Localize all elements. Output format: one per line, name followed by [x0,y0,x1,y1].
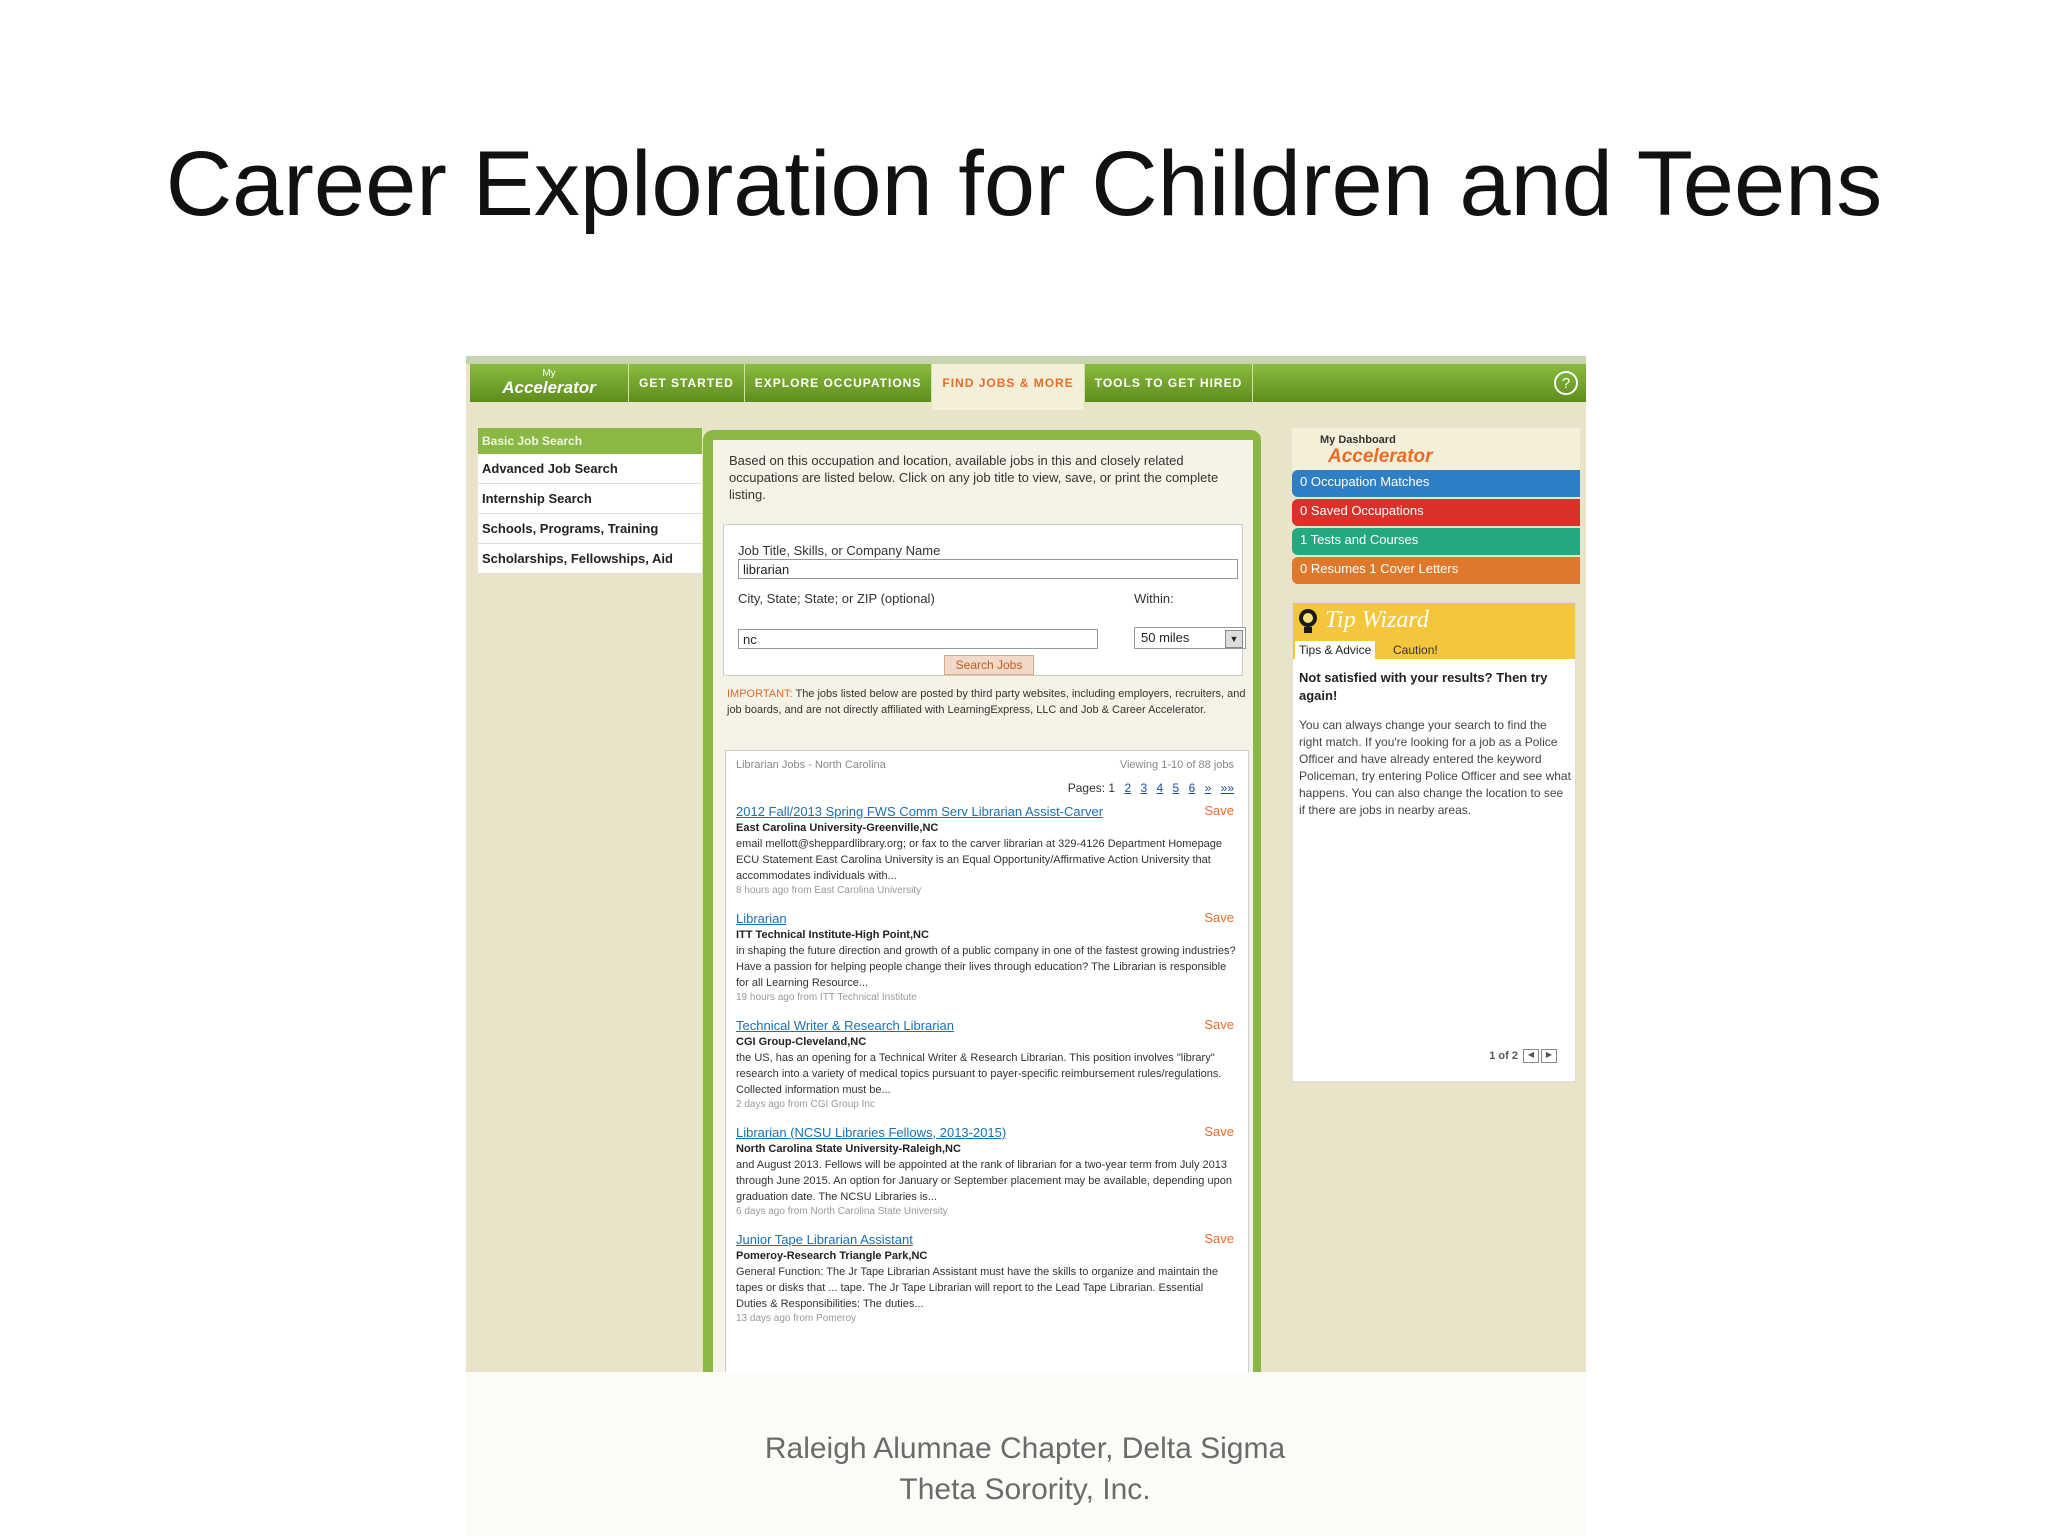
dashboard-occupation-matches[interactable]: 0 Occupation Matches [1292,470,1580,497]
job-company: East Carolina University-Greenville,NC [736,822,939,834]
search-intro: Based on this occupation and location, available jobs in this and closely related occupations are listed below. Click on any job title to view, save, or print the complete listing. [729,453,1219,502]
logo-name: Accelerator [502,378,596,397]
results-heading: Librarian Jobs - North Carolina [736,759,886,771]
slide-footer [740,1428,1310,1510]
tip-header [1293,603,1575,641]
job-title-link[interactable]: Librarian [736,911,787,926]
list-item [736,1124,1236,1217]
important-notice [727,686,1247,718]
app-screenshot [466,356,1586,1372]
prev-icon[interactable]: ◀ [1523,1049,1539,1063]
dashboard-logo: Accelerator [1328,446,1433,467]
results-count: Viewing 1-10 of 88 jobs [1119,759,1234,771]
within-select[interactable] [1134,627,1246,649]
job-title-link[interactable]: 2012 Fall/2013 Spring FWS Comm Serv Librarian Assist-Carver [736,804,1104,819]
logo-my: My [542,368,556,379]
job-meta: 13 days ago from Pomeroy [736,1313,857,1324]
page-link[interactable]: 3 [1140,781,1148,795]
tab-tips-advice[interactable]: Tips & Advice [1295,641,1375,659]
sidebar-item-basic-job-search[interactable]: Basic Job Search [478,428,702,454]
main-panel [703,430,1261,1372]
tip-page-count: 1 of 2 [1489,1049,1518,1062]
footer-line-2: Theta Sorority, Inc. [899,1473,1151,1506]
keyword-input[interactable]: librarian [738,559,1238,579]
job-company: North Carolina State University-Raleigh,NC [736,1143,961,1155]
sidebar-item-advanced-job-search[interactable]: Advanced Job Search [478,454,702,484]
job-description: General Function: The Jr Tape Librarian Assistant must have the skills to organize and maintain the tapes or disks that ... tape. The Jr Tape Librarian will report to the Lead Tape Librarian. Essential Duties & Responsibilities: The duties... [736,1266,1219,1310]
page-link[interactable]: 5 [1172,781,1180,795]
chevron-down-icon: ▼ [1225,630,1243,648]
tip-body: You can always change your search to find the right match. If you're looking for a job as a Police Officer and have already entered the keyword Policeman, try entering Police Officer and see what happens. You can also change the location to see if there are jobs in nearby areas. [1299,718,1571,817]
tip-title: Tip Wizard [1325,607,1429,633]
job-company: CGI Group-Cleveland,NC [736,1036,867,1048]
pages-label: Pages: 1 [1067,781,1116,795]
nav-get-started[interactable]: GET STARTED [629,364,745,402]
list-item [736,803,1236,896]
search-jobs-button[interactable]: Search Jobs [944,655,1034,675]
job-company: ITT Technical Institute-High Point,NC [736,929,929,941]
job-description: the US, has an opening for a Technical Writer & Research Librarian. This position involves "library" research into a variety of medical topics pursuant to payer-specific reimbursement rules/regulations. Collected information must be... [736,1052,1222,1096]
right-sidebar [1292,428,1580,1082]
sidebar-item-internship-search[interactable]: Internship Search [478,484,702,514]
slide-title: Career Exploration for Children and Teens [165,133,1883,235]
tip-wizard [1292,602,1576,1082]
list-item [736,910,1236,1003]
sidebar-item-schools[interactable]: Schools, Programs, Training [478,514,702,544]
dashboard-label: My Dashboard [1320,434,1396,446]
keyword-label: Job Title, Skills, or Company Name [738,543,941,558]
dashboard-header [1292,428,1580,470]
main-panel-inner [713,440,1253,1372]
next-icon[interactable]: ▶ [1541,1049,1557,1063]
top-navbar [470,364,1586,402]
tip-tabs [1293,641,1575,659]
save-button[interactable]: Save [1204,910,1234,925]
sidebar-item-scholarships[interactable]: Scholarships, Fellowships, Aid [478,544,702,574]
location-input[interactable]: nc [738,629,1098,649]
job-company: Pomeroy-Research Triangle Park,NC [736,1250,928,1262]
nav-explore-occupations[interactable]: EXPLORE OCCUPATIONS [745,364,933,402]
page-link[interactable]: 4 [1156,781,1164,795]
within-label: Within: [1134,591,1174,606]
nav-tools-to-get-hired[interactable]: TOOLS TO GET HIRED [1085,364,1254,402]
search-form [723,524,1243,676]
job-title-link[interactable]: Junior Tape Librarian Assistant [736,1232,913,1247]
job-meta: 8 hours ago from East Carolina University [736,885,922,896]
within-value: 50 miles [1141,630,1190,645]
nav-find-jobs[interactable]: FIND JOBS & MORE [932,364,1084,410]
job-description: email mellott@sheppardlibrary.org; or fax to the carver librarian at 329-4126 Department Homepage ECU Statement East Carolina University is an Equal Opportunity/Affirmative Action University that accommodates individuals with... [736,838,1223,882]
dashboard-tests-courses[interactable]: 1 Tests and Courses [1292,528,1580,555]
list-item [736,1017,1236,1110]
job-title-link[interactable]: Technical Writer & Research Librarian [736,1018,954,1033]
tip-pagination [1489,1049,1557,1063]
logo[interactable] [470,364,629,402]
job-title-link[interactable]: Librarian (NCSU Libraries Fellows, 2013-2015) [736,1125,1007,1140]
footer-line-1: Raleigh Alumnae Chapter, Delta Sigma [764,1432,1286,1465]
location-label: City, State; State; or ZIP (optional) [738,591,935,606]
save-button[interactable]: Save [1204,1124,1234,1139]
save-button[interactable]: Save [1204,803,1234,818]
page-link[interactable]: 2 [1124,781,1132,795]
header-photo-strip [466,356,1586,364]
list-item [736,1231,1236,1324]
lightbulb-icon [1297,607,1319,637]
save-button[interactable]: Save [1204,1017,1234,1032]
dashboard-saved-occupations[interactable]: 0 Saved Occupations [1292,499,1580,526]
page-link[interactable]: 6 [1188,781,1196,795]
important-label: IMPORTANT: [727,688,793,700]
last-page-link[interactable]: »» [1220,781,1234,795]
important-text: The jobs listed below are posted by third party websites, including employers, recruiters, and job boards, and are not directly affiliated with LearningExpress, LLC and Job & Career Accelerator. [727,688,1246,716]
dashboard-resumes-letters[interactable]: 0 Resumes 1 Cover Letters [1292,557,1580,584]
save-button[interactable]: Save [1204,1231,1234,1246]
next-page-link[interactable]: » [1204,781,1212,795]
job-meta: 6 days ago from North Carolina State University [736,1206,948,1217]
pagination [1068,781,1234,795]
help-icon[interactable]: ? [1554,371,1578,395]
job-meta: 19 hours ago from ITT Technical Institute [736,992,917,1003]
results-panel [725,750,1249,1372]
left-sidebar [478,428,702,574]
job-description: and August 2013. Fellows will be appointed at the rank of librarian for a two-year term from July 2013 through June 2015. An option for January or September placement may be available, depending upon graduation date. The NCSU Libraries is... [736,1159,1232,1203]
job-description: in shaping the future direction and growth of a public company in one of the fastest growing industries? Have a passion for helping people change their lives through education? The Librarian is responsible for all Learning Resource... [736,945,1236,989]
tip-headline: Not satisfied with your results? Then try again! [1299,670,1548,703]
job-list [736,803,1236,1338]
job-meta: 2 days ago from CGI Group Inc [736,1099,875,1110]
tab-caution[interactable]: Caution! [1389,641,1442,659]
